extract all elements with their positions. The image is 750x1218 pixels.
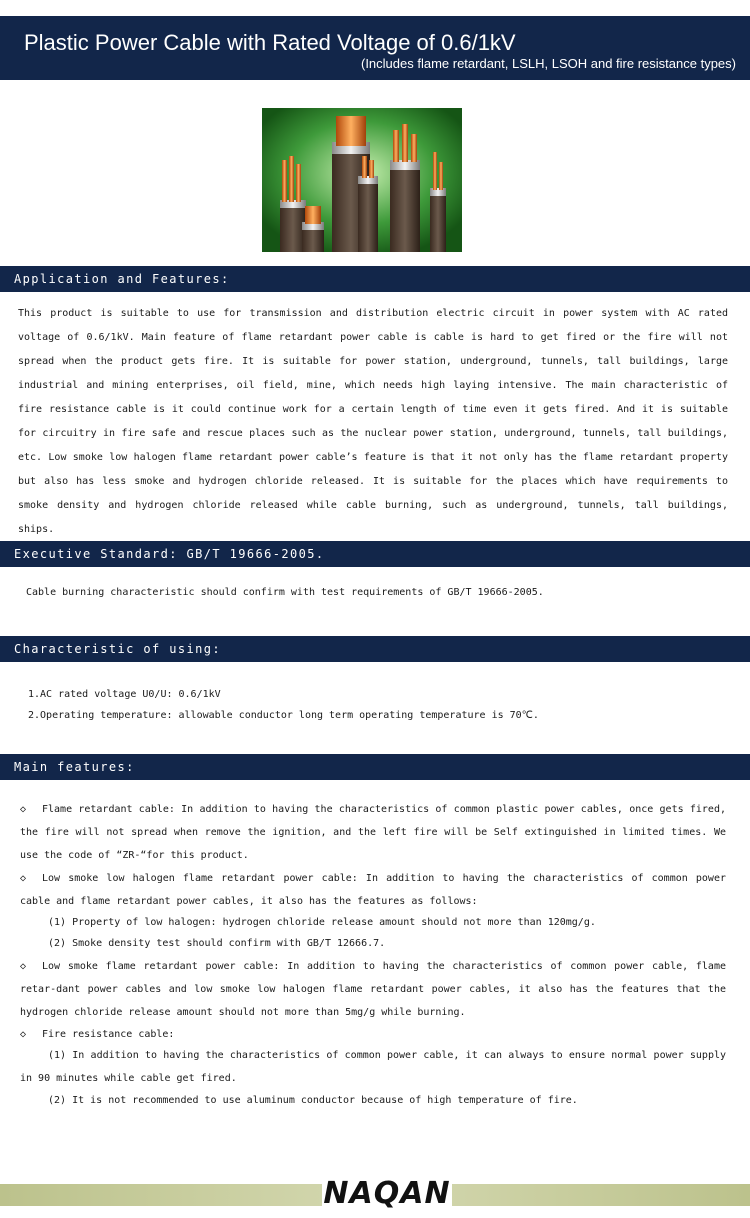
standard-heading: Executive Standard: GB/T 19666-2005. — [0, 541, 750, 567]
characteristic-item: 1.AC rated voltage U0/U: 0.6/1kV — [28, 689, 221, 700]
feature-flame-retardant — [20, 798, 726, 867]
diamond-bullet-icon: ◇ — [20, 804, 27, 815]
diamond-bullet-icon: ◇ — [20, 961, 27, 972]
characteristic-heading: Characteristic of using: — [0, 636, 750, 662]
main-features-heading: Main features: — [0, 754, 750, 780]
feature-sub-item: (1) Property of low halogen: hydrogen chloride release amount should not more than 120mg/g. — [48, 917, 596, 928]
diamond-bullet-icon: ◇ — [20, 873, 27, 884]
title-banner — [0, 16, 750, 80]
feature-sub-item: (2) It is not recommended to use aluminum conductor because of high temperature of fire. — [48, 1095, 578, 1106]
page-subtitle: (Includes flame retardant, LSLH, LSOH and fire resistance types) — [360, 56, 736, 71]
diamond-bullet-icon: ◇ — [20, 1029, 27, 1040]
application-body: This product is suitable to use for transmission and distribution electric circuit in power system with AC rated voltage of 0.6/1kV. Main feature of flame retardant power cable is cable is hard to get fired or the fire will not spread when the product gets fire. It is suitable for power station, underground, tunnels, tall buildings, large industrial and mining enterprises, oil field, mine, which needs high laying intensive. The main characteristic of fire resistance cable is it could continue work for a certain length of time even it gets fired. And it is suitable for circuitry in fire safe and rescue places such as the nuclear power station, underground, tunnels, tall buildings, etc. Low smoke low halogen flame retardant power cable’s feature is that it not only has the flame retardant property but also has less smoke and hydrogen chloride released. It is suitable for the places which have requirements to smoke density and hydrogen chloride released while cable burning, such as underground, tunnels, tall buildings, ships. — [18, 308, 728, 535]
feature-low-smoke-low-halogen — [20, 867, 726, 913]
feature-low-smoke — [20, 955, 726, 1024]
feature-text: Flame retardant cable: In addition to having the characteristics of common plastic power cables, once gets fired, the fire will not spread when remove the ignition, and the left fire will be Self extinguished in limited times. We use the code of “ZR-“for this product. — [20, 804, 726, 861]
feature-text: Low smoke flame retardant power cable: In addition to having the characteristics of common power cable, flame retar-dant power cables and low smoke low halogen flame retardant power cables, it also has the features that the hydrogen chloride release amount should not more than 5mg/g while burning. — [20, 961, 726, 1018]
page-title: Plastic Power Cable with Rated Voltage of 0.6/1kV — [24, 30, 516, 55]
feature-text: Fire resistance cable: — [42, 1029, 175, 1040]
feature-text: Low smoke low halogen flame retardant power cable: In addition to having the characteristics of common power cable and flame retardant power cables, it also has the features as follows: — [20, 873, 726, 907]
feature-sub-item: (2) Smoke density test should confirm with GB/T 12666.7. — [48, 938, 386, 949]
feature-sub-item: (1) In addition to having the characteristics of common power cable, it can always to ensure normal power supply in 90 minutes while cable get fired. — [20, 1050, 726, 1084]
cable-illustration — [262, 108, 462, 252]
standard-body: Cable burning characteristic should confirm with test requirements of GB/T 19666-2005. — [26, 587, 544, 598]
feature-fire-resistance — [20, 1023, 726, 1046]
brand-logo: NAQAN — [323, 1176, 451, 1211]
characteristic-item: 2.Operating temperature: allowable conductor long term operating temperature is 70℃. — [28, 710, 539, 721]
product-photo — [262, 108, 462, 252]
application-heading: Application and Features: — [0, 266, 750, 292]
